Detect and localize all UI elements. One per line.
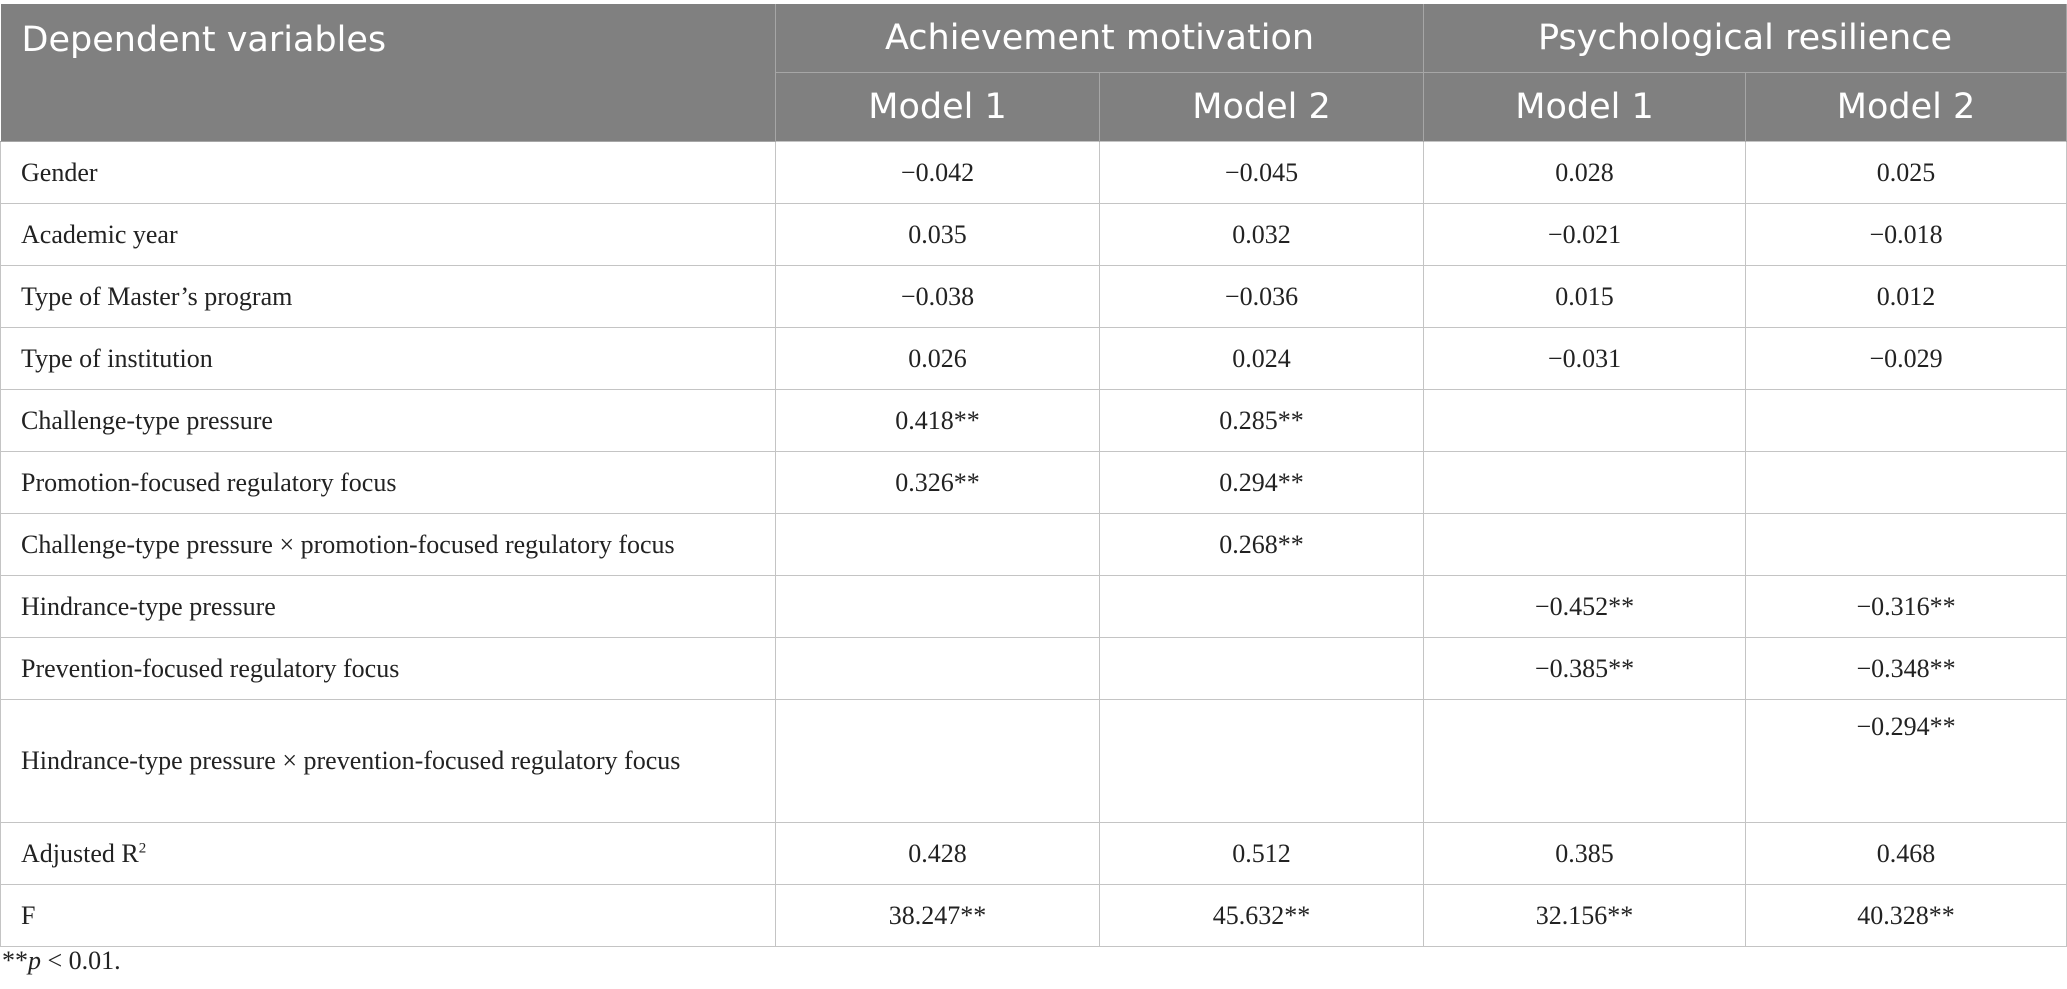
table-cell: −0.042 — [776, 142, 1100, 204]
table-row — [1, 700, 2067, 823]
row-label: Challenge-type pressure — [1, 390, 776, 452]
table-cell — [1746, 390, 2067, 452]
table-cell: 40.328** — [1746, 885, 2067, 947]
table-cell: −0.385** — [1424, 638, 1746, 700]
table-cell — [1746, 514, 2067, 576]
table-cell: 0.418** — [776, 390, 1100, 452]
table-cell: 0.285** — [1100, 390, 1424, 452]
dependent-variables-header: Dependent variables — [1, 4, 776, 142]
table-row — [1, 885, 2067, 947]
row-label-text: Adjusted R — [21, 838, 139, 868]
row-label: Academic year — [1, 204, 776, 266]
table-cell — [1424, 700, 1746, 823]
table-cell: −0.036 — [1100, 266, 1424, 328]
row-label: Gender — [1, 142, 776, 204]
table-cell: 0.294** — [1100, 452, 1424, 514]
row-label: Challenge-type pressure × promotion-focused regulatory focus — [1, 514, 776, 576]
table-cell: 45.632** — [1100, 885, 1424, 947]
table-row — [1, 328, 2067, 390]
table-cell: −0.029 — [1746, 328, 2067, 390]
footnote-text: < 0.01. — [41, 946, 121, 975]
footnote-p: p — [28, 946, 41, 975]
model-header: Model 2 — [1100, 73, 1424, 142]
psychological-resilience-header: Psychological resilience — [1424, 4, 2067, 73]
achievement-motivation-header: Achievement motivation — [776, 4, 1424, 73]
table-cell: 0.012 — [1746, 266, 2067, 328]
table-cell — [1100, 576, 1424, 638]
row-label: Hindrance-type pressure — [1, 576, 776, 638]
table-cell: 0.015 — [1424, 266, 1746, 328]
regression-table — [0, 4, 2067, 947]
table-row — [1, 514, 2067, 576]
table-cell: 0.468 — [1746, 823, 2067, 885]
row-label: Prevention-focused regulatory focus — [1, 638, 776, 700]
table-cell — [776, 700, 1100, 823]
row-label: Promotion-focused regulatory focus — [1, 452, 776, 514]
table-row — [1, 390, 2067, 452]
table-cell — [1100, 700, 1424, 823]
table-cell: −0.021 — [1424, 204, 1746, 266]
row-label: Type of Master’s program — [1, 266, 776, 328]
table-cell: 0.326** — [776, 452, 1100, 514]
table-cell: −0.294** — [1746, 700, 2067, 823]
table-cell: 0.428 — [776, 823, 1100, 885]
table-cell — [776, 576, 1100, 638]
table-row — [1, 823, 2067, 885]
table-cell: 0.028 — [1424, 142, 1746, 204]
model-header: Model 1 — [776, 73, 1100, 142]
table-row — [1, 266, 2067, 328]
table-cell: −0.348** — [1746, 638, 2067, 700]
table-row — [1, 638, 2067, 700]
row-label: Hindrance-type pressure × prevention-focused regulatory focus — [1, 700, 776, 823]
table-cell: 0.026 — [776, 328, 1100, 390]
table-cell — [1100, 638, 1424, 700]
table-cell — [1424, 452, 1746, 514]
table-cell: −0.452** — [1424, 576, 1746, 638]
footnote-stars: ** — [2, 946, 28, 975]
superscript: 2 — [138, 839, 147, 856]
table-cell: 38.247** — [776, 885, 1100, 947]
table-cell — [776, 638, 1100, 700]
table-row — [1, 576, 2067, 638]
table-cell: −0.316** — [1746, 576, 2067, 638]
table-cell: 32.156** — [1424, 885, 1746, 947]
row-label: F — [1, 885, 776, 947]
table-cell — [1424, 390, 1746, 452]
model-header: Model 1 — [1424, 73, 1746, 142]
table-cell: 0.032 — [1100, 204, 1424, 266]
table-cell: −0.018 — [1746, 204, 2067, 266]
table-row — [1, 142, 2067, 204]
table-cell: 0.035 — [776, 204, 1100, 266]
table-cell: −0.031 — [1424, 328, 1746, 390]
table-cell — [776, 514, 1100, 576]
table-row — [1, 452, 2067, 514]
table-cell: 0.385 — [1424, 823, 1746, 885]
table-cell — [1746, 452, 2067, 514]
model-header: Model 2 — [1746, 73, 2067, 142]
table-cell: 0.268** — [1100, 514, 1424, 576]
table-row — [1, 204, 2067, 266]
row-label — [1, 823, 776, 885]
table-cell: −0.038 — [776, 266, 1100, 328]
table-footnote — [2, 946, 121, 976]
table-cell: −0.045 — [1100, 142, 1424, 204]
table-cell — [1424, 514, 1746, 576]
row-label: Type of institution — [1, 328, 776, 390]
table-cell: 0.025 — [1746, 142, 2067, 204]
table-cell: 0.024 — [1100, 328, 1424, 390]
table-cell: 0.512 — [1100, 823, 1424, 885]
